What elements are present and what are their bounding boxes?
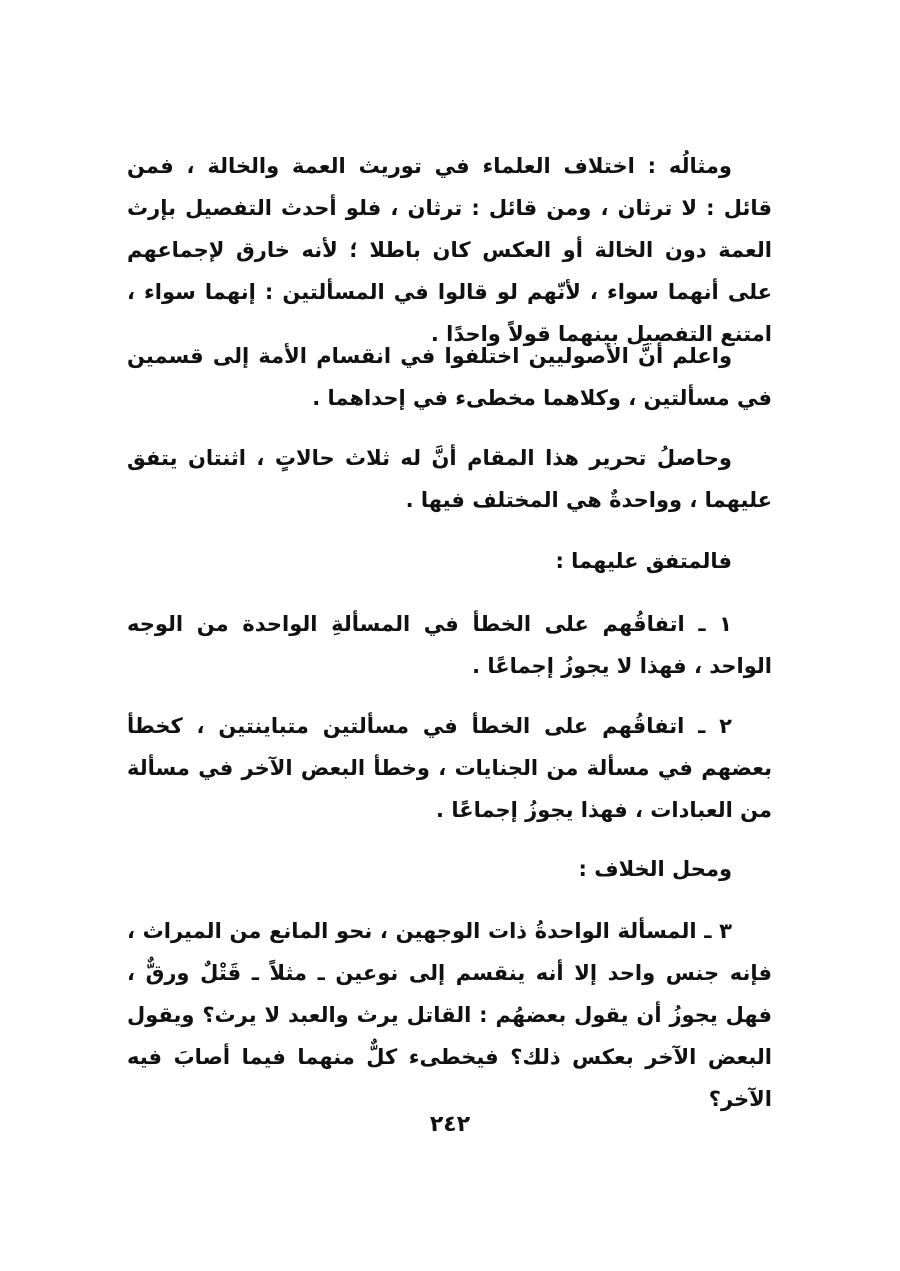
page-number: ٢٤٢ [429, 1112, 471, 1137]
paragraph-example-inheritance: ومثالُه : اختلاف العلماء في توريث العمة والخالة ، فمن قائل : لا ترثان ، ومن قائل : ترثان ، فلو أحدث التفصيل بإرث العمة دون الخالة أو العكس كان باطلا ؛ لأنه خارق لإجماعهم على أنهما سواء ، لأنّهم لو قالوا في المسألتين : إنهما سواء ، امتنع التفصيل بينهما قولاً واحدًا . [127, 154, 772, 346]
list-item-case-1: ١ ـ اتفاقُهم على الخطأ في المسألةِ الواحدة من الوجه الواحد ، فهذا لا يجوزُ إجماعًا . [127, 612, 772, 678]
list-item-case-2: ٢ ـ اتفاقُهم على الخطأ في مسألتين متباينتين ، كخطأ بعضهم في مسألة من الجنايات ، وخطأ البعض الآخر في مسألة من العبادات ، فهذا يجوزُ إجماعًا . [127, 714, 772, 822]
paragraph-three-cases: وحاصلُ تحرير هذا المقام أنَّ له ثلاث حالاتٍ ، اثنتان يتفق عليهما ، وواحدةٌ هي المختلف فيها . [127, 446, 772, 512]
list-item-case-3: ٣ ـ المسألة الواحدةُ ذات الوجهين ، نحو المانع من الميراث ، فإنه جنس واحد إلا أنه ينقسم إلى نوعين ـ مثلاً ـ قَتْلٌ ورقٌّ ، فهل يجوزُ أن يقول بعضهُم : القاتل يرث والعبد لا يرث؟ ويقول البعض الآخر بعكس ذلك؟ فيخطىء كلٌّ منهما فيما أصابَ فيه الآخر؟ [127, 919, 772, 1111]
paragraph-usuliyyin-division: واعلم أنَّ الأصوليين اختلفوا في انقسام الأمة إلى قسمين في مسألتين ، وكلاهما مخطىء في إحداهما . [127, 344, 772, 410]
heading-agreed-upon: فالمتفق عليهما : [555, 549, 732, 573]
heading-point-of-dispute: ومحل الخلاف : [578, 857, 732, 881]
